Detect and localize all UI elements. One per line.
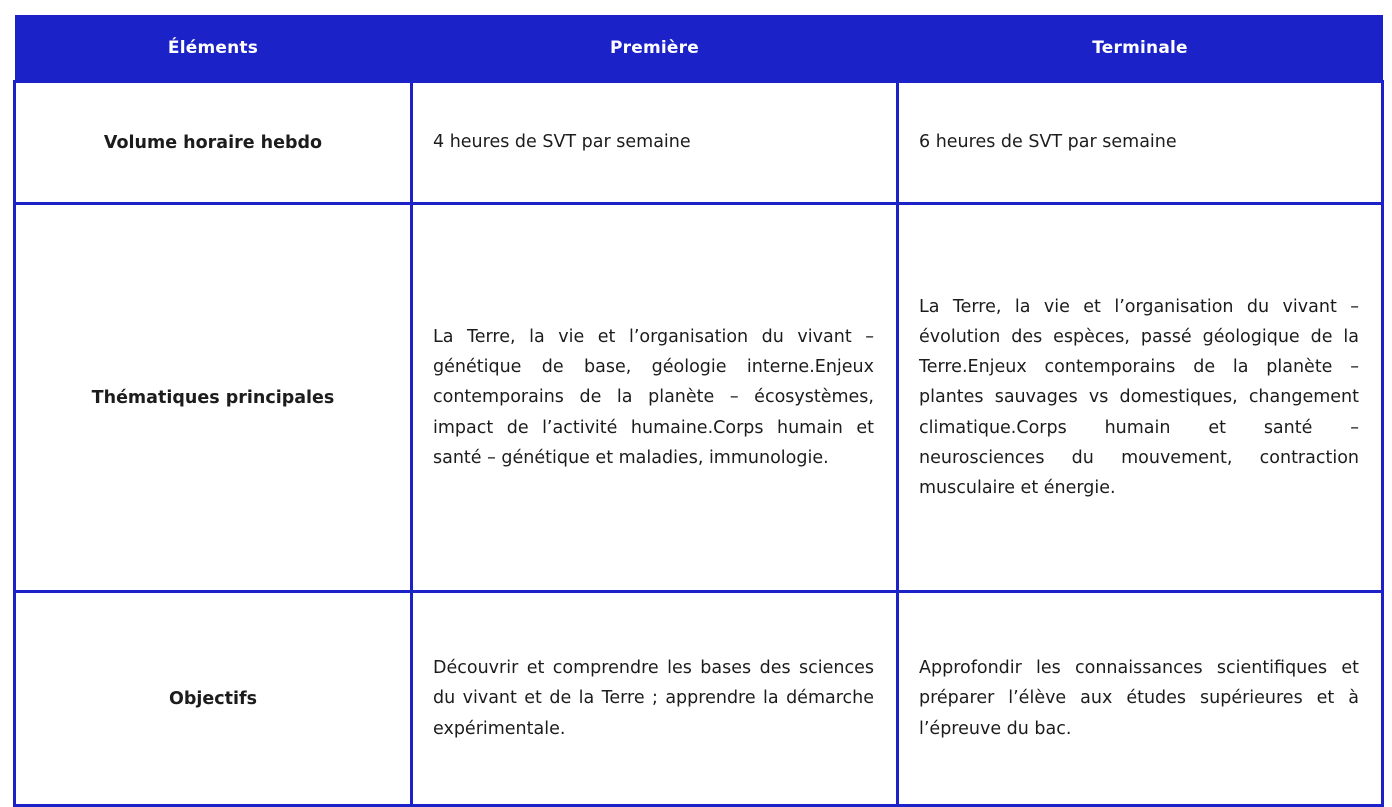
- table-row: [15, 204, 1383, 592]
- column-header-premiere: Première: [412, 15, 898, 82]
- column-header-elements: Éléments: [15, 15, 412, 82]
- cell-thematiques-terminale: La Terre, la vie et l’organisation du vivant – évolution des espèces, passé géologique de la Terre.Enjeux contemporains de la planète – plantes sauvages vs domestiques, changement climatique.Corps humain et santé – neurosciences du mouvement, contraction musculaire et énergie.: [898, 204, 1383, 592]
- cell-objectifs-premiere: Découvrir et comprendre les bases des sciences du vivant et de la Terre ; apprendre la démarche expérimentale.: [412, 592, 898, 806]
- cell-volume-terminale: 6 heures de SVT par semaine: [898, 82, 1383, 204]
- row-label-objectifs: Objectifs: [15, 592, 412, 806]
- comparison-table: [13, 15, 1384, 807]
- cell-volume-premiere: 4 heures de SVT par semaine: [412, 82, 898, 204]
- table-row: [15, 592, 1383, 806]
- table-row: [15, 82, 1383, 204]
- table-body: [15, 82, 1383, 806]
- table-header: [15, 15, 1383, 82]
- row-label-volume-horaire-hebdo: Volume horaire hebdo: [15, 82, 412, 204]
- column-header-terminale: Terminale: [898, 15, 1383, 82]
- cell-objectifs-terminale: Approfondir les connaissances scientifiques et préparer l’élève aux études supérieures et à l’épreuve du bac.: [898, 592, 1383, 806]
- row-label-thematiques-principales: Thématiques principales: [15, 204, 412, 592]
- header-row: [15, 15, 1383, 82]
- cell-thematiques-premiere: La Terre, la vie et l’organisation du vivant – génétique de base, géologie interne.Enjeux contemporains de la planète – écosystèmes, impact de l’activité humaine.Corps humain et santé – génétique et maladies, immunologie.: [412, 204, 898, 592]
